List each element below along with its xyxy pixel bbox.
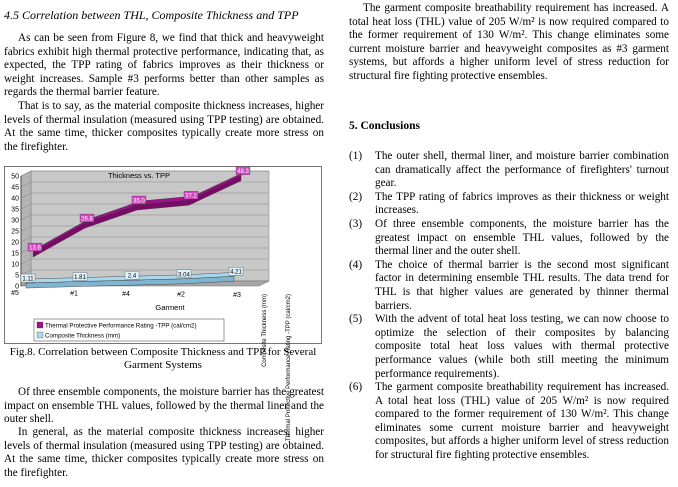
subsection-heading: 4.5 Correlation between THL, Composite Thickness and TPP — [4, 8, 299, 22]
y-tick-label: 50 — [11, 173, 19, 181]
conclusion-number: (6) — [349, 381, 363, 394]
data-label: 1.11 — [22, 276, 34, 283]
section-heading: 5. Conclusions — [349, 120, 420, 132]
conclusion-item — [349, 218, 669, 259]
legend-swatch-thickness — [37, 332, 43, 338]
y-tick-label: 30 — [11, 217, 19, 225]
y-tick-label: 0 — [15, 283, 19, 291]
data-label: 48.3 — [237, 169, 249, 176]
y-tick-label: 35 — [11, 206, 19, 214]
y-tick-label: 40 — [11, 195, 19, 203]
conclusions-list — [349, 150, 669, 463]
x-tick-label: #2 — [177, 291, 185, 299]
y-tick-label: 5 — [15, 272, 19, 280]
data-label: 13.6 — [29, 245, 41, 252]
x-tick-label: #3 — [233, 292, 241, 299]
conclusion-text: Of three ensemble components, the moisture barrier has the greatest impact on ensemble THL values, followed by the thermal liner and the outer shell. — [375, 217, 669, 258]
depth-axis-label-thickness: Composite Thickness (mm) — [262, 294, 268, 367]
conclusion-number: (3) — [349, 217, 363, 230]
x-tick-label: #1 — [70, 290, 78, 298]
conclusion-text: The garment composite breathability requirement has increased. A total heat loss (THL) value of 205 W/m² is now required compared to the former requirement of 130 W/m². This change eliminates some current moisture barrier and heavyweight composites, but affords a higher uniform level of stress reduction for structural fire fighting protective ensembles. — [375, 381, 669, 462]
conclusion-text: The TPP rating of fabrics improves as their thickness or weight increases. — [375, 190, 669, 217]
y-tick-label: 25 — [11, 228, 19, 236]
y-tick-label: 10 — [11, 261, 19, 269]
conclusion-text: The choice of thermal barrier is the second most significant factor in determining ensemble THL results. The data trend for THL is that higher values are generated by thinner thermal barriers. — [375, 258, 669, 312]
data-label: 4.21 — [230, 269, 242, 276]
figure-caption: Fig.8. Correlation between Composite Thickness and TPP for Several Garment Systems — [9, 346, 317, 371]
data-label: 35.0 — [133, 198, 145, 205]
legend-swatch-tpp — [37, 322, 43, 328]
legend-label-thickness: Composite Thickness (mm) — [45, 332, 121, 340]
paragraph-1: As can be seen from Figure 8, we find that thick and heavyweight fabrics exhibit high thermal protective performance, indicating that, as expected, the TPP rating of fabrics improves as their thickness or weight increases. Sample #3 performs better than other samples as regards the thermal barrier feature. — [4, 32, 324, 99]
x-tick-label: #4 — [122, 291, 130, 298]
data-label: 2.4 — [127, 273, 137, 280]
y-tick-label: 15 — [11, 250, 19, 258]
conclusion-number: (2) — [349, 190, 363, 203]
x-axis-label: Garment — [155, 303, 185, 312]
conclusion-number: (5) — [349, 313, 363, 326]
depth-axis-label-tpp: Thermal Protective Performance Rating -TPP (cal/cm2) — [286, 294, 292, 441]
paragraph-3: Of three ensemble components, the moisture barrier has the greatest impact on ensemble THL values, followed by the thermal liner and the outer shell. — [4, 386, 324, 426]
conclusion-number: (4) — [349, 258, 363, 271]
conclusion-item — [349, 259, 669, 313]
conclusion-item — [349, 381, 669, 463]
legend-label-tpp: Thermal Protective Performance Rating -TPP (cal/cm2) — [45, 322, 197, 330]
conclusion-item — [349, 150, 669, 191]
chart-title: Thickness vs. TPP — [108, 171, 170, 180]
data-label: 37.2 — [185, 193, 197, 200]
conclusion-text: The outer shell, thermal liner, and moisture barrier combination can dramatically affect the performance of firefighters' turnout gear. — [375, 150, 669, 190]
paragraph-breathability-text: The garment composite breathability requirement has increased. A total heat loss (THL) value of 205 W/m² is now required compared to the former requirement of 130 W/m². This change eliminates some current moisture barrier and heavyweight composites as #3 garment systems, but affords a higher uniform level of stress reduction for structural fire fighting protective ensembles. — [349, 2, 669, 82]
conclusion-item — [349, 313, 669, 381]
x-tick-label: #5 — [11, 290, 19, 297]
data-label: 26.8 — [81, 216, 93, 223]
data-label: 3.04 — [178, 272, 190, 279]
paragraph-2: That is to say, as the material composite thickness increases, higher levels of thermal insulation (measured using TPP testing) are obtained. At the same time, thicker composites typically create more stress on the firefighter. — [4, 100, 324, 153]
conclusion-text: With the advent of total heat loss testing, we can now choose to optimize the selection of their composites by balancing composite total heat loss values with thermal protective performance values (while both still meeting the minimum performance requirements). — [375, 313, 669, 380]
paragraph-4: In general, as the material composite thickness increases, higher levels of thermal insulation (measured using TPP testing) are obtained. At the same time, thicker composites typically create more stress on the firefighter. — [4, 426, 324, 479]
y-tick-label: 45 — [11, 184, 19, 192]
y-tick-label: 20 — [11, 239, 19, 247]
conclusion-item — [349, 191, 669, 218]
conclusion-number: (1) — [349, 150, 363, 162]
data-label: 1.81 — [74, 275, 86, 282]
paragraph-breathability — [349, 2, 669, 84]
